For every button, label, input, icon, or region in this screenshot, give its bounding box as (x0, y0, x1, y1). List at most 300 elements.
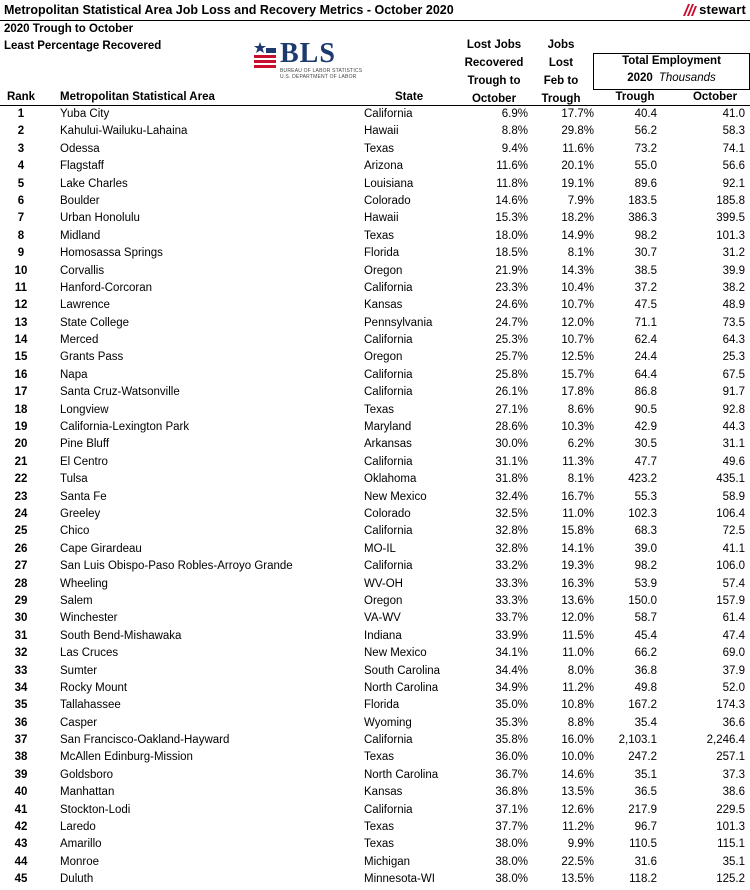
cell-area: State College (60, 316, 130, 329)
cell-trough: 2,103.1 (618, 734, 657, 747)
cell-lost-recovered: 31.1% (495, 455, 528, 468)
cell-lost-recovered: 32.8% (495, 542, 528, 555)
table-row (0, 663, 750, 680)
table-row (0, 506, 750, 523)
cell-lost-feb: 11.5% (562, 629, 594, 642)
header-lost-feb (534, 36, 588, 108)
cell-october: 38.6 (722, 786, 745, 799)
cell-state: Wyoming (364, 716, 412, 729)
cell-rank: 45 (14, 873, 28, 886)
cell-lost-recovered: 24.7% (495, 316, 528, 329)
cell-trough: 31.6 (634, 855, 657, 868)
cell-october: 229.5 (716, 803, 745, 816)
cell-area: Casper (60, 716, 98, 729)
cell-lost-recovered: 25.8% (495, 368, 528, 381)
stewart-mark-icon (681, 4, 697, 16)
cell-area: Monroe (60, 855, 99, 868)
cell-state: California (364, 455, 413, 468)
cell-trough: 56.2 (634, 125, 657, 138)
cell-area: El Centro (60, 455, 108, 468)
cell-october: 44.3 (722, 421, 745, 434)
cell-trough: 96.7 (634, 821, 657, 834)
cell-lost-feb: 12.0% (561, 612, 594, 625)
cell-rank: 41 (14, 803, 28, 816)
cell-october: 49.6 (722, 455, 745, 468)
cell-lost-feb: 14.9% (561, 229, 594, 242)
header-lost-feb-line-3: Feb to (543, 75, 579, 87)
cell-rank: 8 (17, 229, 25, 242)
cell-lost-recovered: 32.4% (495, 490, 528, 503)
cell-rank: 32 (14, 647, 28, 660)
cell-lost-recovered: 25.7% (495, 351, 528, 364)
cell-state: Colorado (364, 194, 411, 207)
cell-area: Pine Bluff (60, 438, 110, 451)
cell-lost-feb: 8.0% (567, 664, 594, 677)
cell-rank: 29 (14, 594, 28, 607)
cell-state: Kansas (364, 786, 403, 799)
cell-lost-feb: 12.5% (561, 351, 594, 364)
cell-lost-feb: 14.6% (561, 768, 594, 781)
cell-lost-recovered: 9.4% (501, 142, 528, 155)
cell-lost-feb: 11.6% (562, 142, 594, 155)
cell-lost-feb: 12.6% (561, 803, 594, 816)
cell-october: 58.3 (722, 125, 745, 138)
table-row (0, 749, 750, 766)
cell-trough: 89.6 (634, 177, 657, 190)
cell-october: 64.3 (722, 334, 745, 347)
cell-trough: 55.0 (634, 160, 657, 173)
table-row (0, 558, 750, 575)
cell-lost-recovered: 31.8% (495, 473, 528, 486)
cell-state: New Mexico (364, 490, 427, 503)
cell-area: McAllen Edinburg-Mission (60, 751, 193, 764)
cell-state: VA-WV (364, 612, 401, 625)
header-area: Metropolitan Statistical Area (60, 91, 215, 103)
cell-lost-recovered: 26.1% (495, 386, 528, 399)
cell-october: 73.5 (722, 316, 745, 329)
cell-rank: 42 (14, 821, 28, 834)
cell-area: Hanford-Corcoran (60, 281, 153, 294)
cell-rank: 34 (14, 681, 28, 694)
cell-lost-recovered: 36.0% (495, 751, 528, 764)
cell-area: Rocky Mount (60, 681, 128, 694)
header-lost-recovered-line-3: Trough to (467, 75, 521, 87)
table-row (0, 680, 750, 697)
cell-area: Napa (60, 368, 88, 381)
header-october: October (692, 91, 738, 103)
cell-area: Laredo (60, 821, 96, 834)
table-row (0, 123, 750, 140)
cell-lost-feb: 10.4% (561, 281, 594, 294)
cell-state: Texas (364, 751, 395, 764)
cell-rank: 23 (14, 490, 28, 503)
cell-lost-feb: 11.2% (562, 681, 594, 694)
cell-lost-recovered: 33.7% (495, 612, 528, 625)
cell-rank: 2 (17, 125, 25, 138)
cell-area: San Luis Obispo-Paso Robles-Arroyo Grande (60, 560, 293, 573)
cell-area: Homosassa Springs (60, 247, 163, 260)
table-row (0, 228, 750, 245)
cell-rank: 25 (14, 525, 28, 538)
cell-area: Manhattan (60, 786, 115, 799)
header-lost-recovered-line-1: Lost Jobs (466, 39, 522, 51)
cell-state: California (364, 334, 413, 347)
cell-rank: 6 (17, 194, 25, 207)
cell-area: Tallahassee (60, 699, 121, 712)
cell-rank: 19 (14, 421, 28, 434)
cell-lost-feb: 8.1% (567, 247, 594, 260)
cell-trough: 47.5 (634, 299, 657, 312)
cell-lost-feb: 19.3% (561, 560, 594, 573)
cell-lost-feb: 11.2% (562, 821, 594, 834)
cell-rank: 37 (14, 734, 28, 747)
cell-rank: 27 (14, 560, 28, 573)
bls-caption-line-1: BUREAU OF LABOR STATISTICS (280, 68, 363, 74)
cell-lost-feb: 10.7% (561, 334, 594, 347)
table-row (0, 367, 750, 384)
cell-october: 48.9 (722, 299, 745, 312)
cell-trough: 30.7 (634, 247, 657, 260)
cell-lost-recovered: 36.8% (495, 786, 528, 799)
cell-trough: 53.9 (634, 577, 657, 590)
cell-state: Kansas (364, 299, 403, 312)
table-row (0, 193, 750, 210)
cell-trough: 30.5 (634, 438, 657, 451)
table-row (0, 297, 750, 314)
cell-state: North Carolina (364, 681, 439, 694)
cell-rank: 24 (14, 507, 28, 520)
cell-lost-feb: 22.5% (561, 855, 594, 868)
cell-trough: 423.2 (628, 473, 657, 486)
cell-trough: 98.2 (634, 229, 657, 242)
total-employment-subtitle (594, 72, 749, 84)
cell-lost-recovered: 15.3% (495, 212, 528, 225)
header-lost-feb-line-2: Lost (548, 57, 574, 69)
table-row (0, 176, 750, 193)
table-row (0, 523, 750, 540)
cell-october: 101.3 (716, 229, 745, 242)
bls-caption-line-2: U.S. DEPARTMENT OF LABOR (280, 74, 357, 80)
cell-october: 157.9 (716, 594, 745, 607)
cell-lost-feb: 7.9% (567, 194, 594, 207)
cell-lost-feb: 16.0% (561, 734, 594, 747)
cell-trough: 90.5 (634, 403, 657, 416)
cell-rank: 43 (14, 838, 28, 851)
cell-lost-feb: 15.8% (561, 525, 594, 538)
cell-area: California-Lexington Park (60, 421, 190, 434)
cell-lost-feb: 12.0% (561, 316, 594, 329)
cell-october: 399.5 (716, 212, 745, 225)
table-row (0, 436, 750, 453)
cell-lost-recovered: 38.0% (495, 838, 528, 851)
bls-eagle-icon (250, 40, 280, 70)
cell-area: South Bend-Mishawaka (60, 629, 182, 642)
cell-october: 52.0 (722, 681, 745, 694)
cell-october: 31.2 (722, 247, 745, 260)
bls-logo (250, 38, 390, 80)
cell-area: Grants Pass (60, 351, 124, 364)
cell-lost-feb: 13.5% (561, 873, 594, 886)
cell-rank: 13 (14, 316, 28, 329)
cell-trough: 38.5 (634, 264, 657, 277)
cell-october: 101.3 (716, 821, 745, 834)
cell-october: 57.4 (722, 577, 745, 590)
cell-october: 125.2 (716, 873, 745, 886)
cell-area: Yuba City (60, 108, 110, 120)
cell-area: Merced (60, 334, 99, 347)
cell-state: California (364, 525, 413, 538)
cell-rank: 30 (14, 612, 28, 625)
cell-rank: 12 (14, 299, 28, 312)
cell-state: Arizona (364, 160, 403, 173)
cell-trough: 86.8 (634, 386, 657, 399)
cell-trough: 39.0 (634, 542, 657, 555)
cell-lost-feb: 14.1% (561, 542, 594, 555)
cell-area: Longview (60, 403, 109, 416)
cell-state: Maryland (364, 421, 412, 434)
cell-trough: 68.3 (634, 525, 657, 538)
cell-rank: 40 (14, 786, 28, 799)
cell-lost-feb: 10.7% (561, 299, 594, 312)
cell-lost-feb: 13.5% (561, 786, 594, 799)
cell-october: 31.1 (722, 438, 745, 451)
cell-state: California (364, 560, 413, 573)
cell-trough: 36.8 (634, 664, 657, 677)
table-row (0, 715, 750, 732)
table-row (0, 263, 750, 280)
cell-area: Tulsa (60, 473, 88, 486)
table-row (0, 419, 750, 436)
header-lost-recovered (458, 36, 530, 108)
cell-state: Oklahoma (364, 473, 417, 486)
table-row (0, 628, 750, 645)
cell-state: Florida (364, 247, 400, 260)
cell-lost-recovered: 11.6% (496, 160, 528, 173)
cell-october: 38.2 (722, 281, 745, 294)
header-state: State (395, 91, 424, 103)
cell-state: Texas (364, 229, 395, 242)
cell-october: 185.8 (716, 194, 745, 207)
cell-area: Urban Honolulu (60, 212, 140, 225)
cell-area: Kahului-Wailuku-Lahaina (60, 125, 188, 138)
cell-rank: 3 (17, 142, 25, 155)
cell-rank: 33 (14, 664, 28, 677)
cell-trough: 35.1 (634, 768, 657, 781)
cell-trough: 62.4 (634, 334, 657, 347)
cell-lost-recovered: 36.7% (495, 768, 528, 781)
cell-rank: 26 (14, 542, 28, 555)
cell-lost-recovered: 38.0% (495, 855, 528, 868)
cell-trough: 247.2 (628, 751, 657, 764)
cell-trough: 73.2 (634, 142, 657, 155)
cell-rank: 20 (14, 438, 28, 451)
cell-area: Las Cruces (60, 647, 119, 660)
cell-lost-recovered: 37.7% (495, 821, 528, 834)
cell-lost-recovered: 35.8% (495, 734, 528, 747)
cell-area: Santa Cruz-Watsonville (60, 386, 180, 399)
cell-state: Texas (364, 838, 395, 851)
cell-area: San Francisco-Oakland-Hayward (60, 734, 230, 747)
cell-october: 58.9 (722, 490, 745, 503)
cell-state: California (364, 803, 413, 816)
cell-area: Flagstaff (60, 160, 104, 173)
cell-trough: 102.3 (628, 507, 657, 520)
cell-lost-recovered: 37.1% (495, 803, 528, 816)
cell-rank: 1 (17, 108, 25, 120)
cell-lost-recovered: 33.3% (495, 577, 528, 590)
cell-state: South Carolina (364, 664, 441, 677)
cell-trough: 55.3 (634, 490, 657, 503)
table-row (0, 402, 750, 419)
cell-trough: 40.4 (634, 108, 657, 120)
cell-october: 41.1 (722, 542, 745, 555)
cell-area: Wheeling (60, 577, 108, 590)
cell-lost-recovered: 33.2% (495, 560, 528, 573)
table-row (0, 541, 750, 558)
cell-area: Amarillo (60, 838, 102, 851)
cell-state: WV-OH (364, 577, 403, 590)
cell-trough: 183.5 (628, 194, 657, 207)
cell-area: Lawrence (60, 299, 110, 312)
cell-lost-recovered: 30.0% (495, 438, 528, 451)
cell-lost-feb: 29.8% (561, 125, 594, 138)
cell-trough: 64.4 (634, 368, 657, 381)
cell-october: 72.5 (722, 525, 745, 538)
cell-lost-feb: 19.1% (561, 177, 594, 190)
cell-lost-feb: 10.0% (561, 751, 594, 764)
cell-rank: 39 (14, 768, 28, 781)
cell-lost-feb: 17.8% (561, 386, 594, 399)
table-row (0, 802, 750, 819)
total-employment-header (593, 53, 750, 90)
cell-state: North Carolina (364, 768, 439, 781)
total-employment-title: Total Employment (622, 55, 721, 67)
table-row (0, 819, 750, 836)
cell-state: Colorado (364, 507, 411, 520)
cell-area: Sumter (60, 664, 98, 677)
cell-rank: 7 (17, 212, 25, 225)
cell-lost-feb: 10.8% (561, 699, 594, 712)
cell-october: 106.0 (716, 560, 745, 573)
table-row (0, 697, 750, 714)
cell-october: 92.1 (722, 177, 745, 190)
cell-state: New Mexico (364, 647, 427, 660)
cell-area: Corvallis (60, 264, 105, 277)
cell-lost-recovered: 34.1% (495, 647, 528, 660)
cell-trough: 386.3 (628, 212, 657, 225)
cell-trough: 37.2 (634, 281, 657, 294)
cell-trough: 35.4 (634, 716, 657, 729)
cell-rank: 35 (14, 699, 28, 712)
cell-rank: 10 (14, 264, 28, 277)
cell-state: California (364, 368, 413, 381)
cell-state: Hawaii (364, 125, 399, 138)
cell-trough: 66.2 (634, 647, 657, 660)
cell-rank: 28 (14, 577, 28, 590)
page-title: Metropolitan Statistical Area Job Loss and Recovery Metrics - October 2020 (4, 3, 454, 17)
bls-logo-text: BLS (280, 38, 336, 69)
cell-state: Arkansas (364, 438, 412, 451)
cell-trough: 150.0 (628, 594, 657, 607)
cell-lost-recovered: 18.5% (495, 247, 528, 260)
table-row (0, 245, 750, 262)
cell-october: 106.4 (716, 507, 745, 520)
cell-trough: 36.5 (634, 786, 657, 799)
cell-trough: 110.5 (629, 838, 657, 851)
cell-october: 37.9 (722, 664, 745, 677)
cell-rank: 21 (14, 455, 28, 468)
cell-lost-feb: 20.1% (561, 160, 594, 173)
cell-area: Winchester (60, 612, 118, 625)
cell-lost-feb: 16.3% (561, 577, 594, 590)
table-row (0, 315, 750, 332)
cell-october: 257.1 (716, 751, 745, 764)
cell-october: 56.6 (722, 160, 745, 173)
cell-trough: 118.2 (629, 873, 657, 886)
cell-lost-feb: 11.0% (562, 507, 594, 520)
cell-october: 67.5 (722, 368, 745, 381)
cell-lost-feb: 8.6% (567, 403, 594, 416)
cell-rank: 5 (17, 177, 25, 190)
cell-lost-recovered: 34.4% (495, 664, 528, 677)
cell-lost-feb: 8.8% (567, 716, 594, 729)
table-row (0, 489, 750, 506)
cell-october: 435.1 (716, 473, 745, 486)
table-row (0, 871, 750, 888)
table-row (0, 106, 750, 123)
cell-october: 69.0 (722, 647, 745, 660)
cell-october: 39.9 (722, 264, 745, 277)
cell-trough: 98.2 (634, 560, 657, 573)
cell-state: Oregon (364, 594, 403, 607)
cell-state: MO-IL (364, 542, 396, 555)
cell-rank: 15 (14, 351, 28, 364)
cell-state: Minnesota-WI (364, 873, 435, 886)
cell-october: 37.3 (722, 768, 745, 781)
table-row (0, 454, 750, 471)
cell-rank: 16 (14, 368, 28, 381)
cell-area: Greeley (60, 507, 101, 520)
cell-state: Oregon (364, 351, 403, 364)
cell-trough: 47.7 (634, 455, 657, 468)
cell-trough: 71.1 (634, 316, 657, 329)
cell-october: 41.0 (722, 108, 745, 120)
cell-area: Salem (60, 594, 93, 607)
cell-trough: 24.4 (634, 351, 657, 364)
cell-lost-recovered: 11.8% (496, 177, 528, 190)
cell-state: Texas (364, 821, 395, 834)
cell-october: 35.1 (722, 855, 745, 868)
cell-lost-feb: 11.0% (562, 647, 594, 660)
cell-lost-feb: 16.7% (561, 490, 594, 503)
cell-rank: 44 (14, 855, 28, 868)
data-table (0, 106, 750, 889)
cell-state: Texas (364, 403, 395, 416)
cell-trough: 45.4 (634, 629, 657, 642)
cell-october: 91.7 (722, 386, 745, 399)
cell-lost-recovered: 24.6% (495, 299, 528, 312)
stewart-logo (681, 2, 746, 17)
cell-rank: 36 (14, 716, 28, 729)
table-row (0, 210, 750, 227)
cell-lost-feb: 18.2% (561, 212, 594, 225)
cell-state: California (364, 108, 413, 120)
cell-state: California (364, 281, 413, 294)
cell-lost-feb: 8.1% (567, 473, 594, 486)
cell-lost-recovered: 21.9% (495, 264, 528, 277)
table-row (0, 332, 750, 349)
cell-rank: 4 (17, 160, 25, 173)
